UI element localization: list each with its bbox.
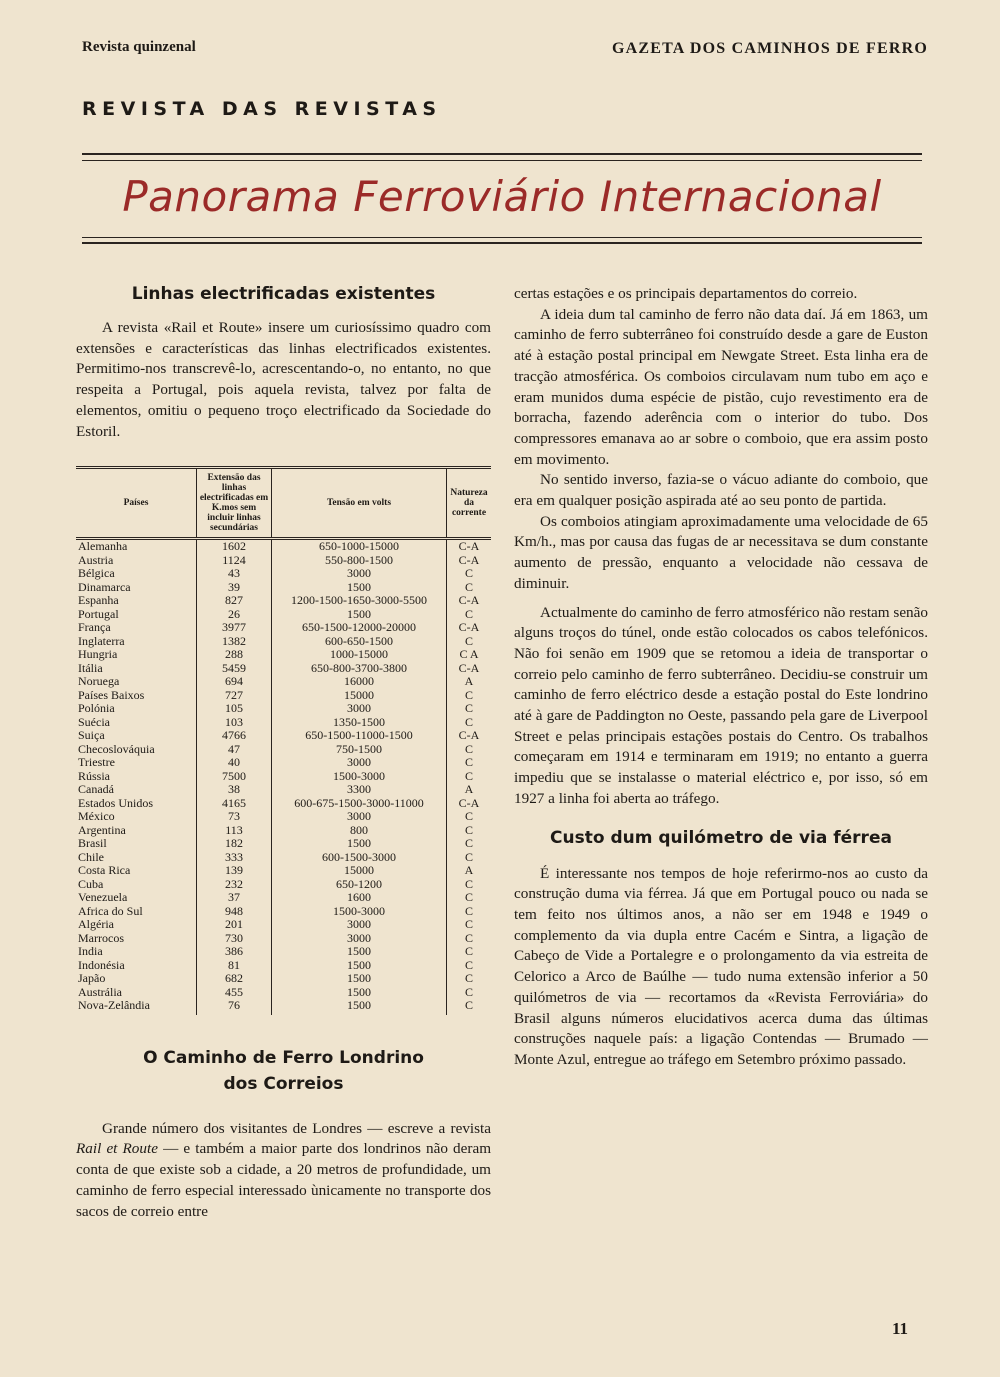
page-title: Panorama Ferroviário Internacional (122, 172, 882, 221)
voltage-cell: 650-1200 (272, 878, 447, 892)
voltage-cell: 3000 (272, 756, 447, 770)
country-cell: Checoslováquia (78, 741, 155, 756)
country-cell: Inglaterra (78, 633, 125, 648)
nature-cell: C (447, 986, 492, 1000)
nature-cell: C (447, 581, 492, 595)
country-cell: Brasil (78, 836, 107, 851)
table-row (76, 851, 491, 865)
table-row (76, 972, 491, 986)
table-row (76, 756, 491, 770)
title-rule-bottom (82, 242, 922, 244)
nature-cell: A (447, 675, 492, 689)
length-cell: 113 (197, 824, 272, 838)
length-cell: 139 (197, 864, 272, 878)
country-cell: Argentina (78, 822, 126, 837)
voltage-cell: 650-1000-15000 (272, 539, 447, 554)
right-paragraph-2: A ideia dum tal caminho de ferro não data daí. Já em 1863, um caminho de ferro subterrâneo foi construído desde a gare de Euston até à estação postal principal em Newgate Street. Esta linha era de tracção atmosférica. Os comboios circulavam num tubo em aço e eram munidos duma espécie de pistão, cujo revestimento era de borracha, fazendo aderência com o interior do tubo. Dos compressores emanava ao ar sobre o comboio, que era assim posto em movimento. (514, 305, 928, 468)
country-cell: Suécia (78, 714, 110, 729)
country-cell: Chile (78, 849, 104, 864)
length-cell: 7500 (197, 770, 272, 784)
paragraph-spacer (514, 595, 928, 603)
heading-line-2: dos Correios (223, 1073, 344, 1094)
london-paragraph (76, 1119, 491, 1223)
voltage-cell: 3000 (272, 810, 447, 824)
table-row (76, 662, 491, 676)
nature-cell: C (447, 918, 492, 932)
electrified-lines-table (76, 466, 491, 1015)
length-cell: 47 (197, 743, 272, 757)
table-row (76, 675, 491, 689)
table-row (76, 810, 491, 824)
length-cell: 5459 (197, 662, 272, 676)
length-cell: 182 (197, 837, 272, 851)
country-cell: Japão (78, 971, 106, 986)
voltage-cell: 1600 (272, 891, 447, 905)
table-row (76, 824, 491, 838)
magazine-name-italic: Rail et Route (76, 1140, 158, 1158)
right-paragraph-4: Os comboios atingiam aproximadamente uma velocidade de 65 Km/h., mas por causa das fugas de ar necessitava se dum constante aumento de pressão, enquanto a velocidade não cessava de diminuir. (514, 512, 928, 592)
table-row (76, 635, 491, 649)
length-cell: 1124 (197, 554, 272, 568)
table-row (76, 716, 491, 730)
voltage-cell: 600-1500-3000 (272, 851, 447, 865)
table-row (76, 918, 491, 932)
nature-cell: C (447, 959, 492, 973)
voltage-cell: 16000 (272, 675, 447, 689)
country-cell: Dinamarca (78, 579, 131, 594)
voltage-cell: 3000 (272, 702, 447, 716)
table-row (76, 999, 491, 1015)
length-cell: 40 (197, 756, 272, 770)
voltage-cell: 1500-3000 (272, 905, 447, 919)
nature-cell: C (447, 810, 492, 824)
length-cell: 81 (197, 959, 272, 973)
nature-cell: C (447, 824, 492, 838)
table-row (76, 878, 491, 892)
length-cell: 730 (197, 932, 272, 946)
page-number: 11 (891, 1319, 908, 1338)
nature-cell: C (447, 878, 492, 892)
country-cell: Suiça (78, 728, 105, 743)
table-row (76, 783, 491, 797)
table-row (76, 959, 491, 973)
voltage-cell: 1500 (272, 986, 447, 1000)
country-cell: Marrocos (78, 930, 124, 945)
length-cell: 1382 (197, 635, 272, 649)
nature-cell: C (447, 972, 492, 986)
length-cell: 948 (197, 905, 272, 919)
right-paragraph-1: certas estações e os principais departamentos do correio. (514, 285, 858, 302)
nature-cell: C (447, 702, 492, 716)
voltage-cell: 1350-1500 (272, 716, 447, 730)
title-rule-bottom-thin (82, 237, 922, 238)
nature-cell: A (447, 864, 492, 878)
length-cell: 455 (197, 986, 272, 1000)
voltage-cell: 650-1500-11000-1500 (272, 729, 447, 743)
voltage-cell: 1500-3000 (272, 770, 447, 784)
country-cell: Costa Rica (78, 863, 131, 878)
country-cell: India (78, 944, 103, 959)
length-cell: 1602 (197, 539, 272, 554)
left-column (76, 282, 491, 1222)
country-cell: Cuba (78, 876, 104, 891)
col-header-voltage: Tensão em volts (272, 468, 447, 539)
nature-cell: C (447, 716, 492, 730)
table-row (76, 621, 491, 635)
col-header-country: Países (76, 468, 197, 539)
voltage-cell: 650-800-3700-3800 (272, 662, 447, 676)
length-cell: 288 (197, 648, 272, 662)
voltage-cell: 3000 (272, 567, 447, 581)
intro-paragraph: A revista «Rail et Route» insere um curiosíssimo quadro com extensões e características das linhas electrificados existentes. Permitimo-nos transcrevê-lo, acrescentando-o, no entanto, no que respeita a Portugal, pois aquela revista, talvez por falta de elementos, omitiu o pequeno troço electrificado da Sociedade do Estoril. (76, 319, 491, 440)
table-header-row (76, 468, 491, 539)
country-cell: Hungria (78, 647, 118, 662)
nature-cell: C (447, 905, 492, 919)
length-cell: 727 (197, 689, 272, 703)
nature-cell: C-A (447, 621, 492, 635)
nature-cell: C-A (447, 729, 492, 743)
voltage-cell: 1500 (272, 581, 447, 595)
nature-cell: C (447, 891, 492, 905)
heading-line-1: O Caminho de Ferro Londrino (143, 1047, 424, 1068)
country-cell: França (78, 620, 111, 635)
voltage-cell: 650-1500-12000-20000 (272, 621, 447, 635)
table-row (76, 891, 491, 905)
voltage-cell: 3300 (272, 783, 447, 797)
table-row (76, 729, 491, 743)
length-cell: 105 (197, 702, 272, 716)
table-row (76, 594, 491, 608)
nature-cell: C (447, 608, 492, 622)
header-right: GAZETA DOS CAMINHOS DE FERRO (611, 40, 928, 57)
country-cell: Rússia (78, 768, 111, 783)
country-cell: Noruega (78, 674, 120, 689)
voltage-cell: 1500 (272, 972, 447, 986)
country-cell: Algéria (78, 917, 114, 932)
length-cell: 73 (197, 810, 272, 824)
nature-cell: C (447, 689, 492, 703)
country-cell: Estados Unidos (78, 795, 153, 810)
section-heading-track-cost: Custo dum quilómetro de via férrea (550, 827, 892, 848)
nature-cell: C (447, 770, 492, 784)
country-cell: Austria (78, 552, 114, 567)
country-cell: Polónia (78, 701, 115, 716)
table-row (76, 743, 491, 757)
nature-cell: C-A (447, 662, 492, 676)
nature-cell: C A (447, 648, 492, 662)
country-cell: Indonésia (78, 957, 125, 972)
table-row (76, 608, 491, 622)
nature-cell: C (447, 635, 492, 649)
nature-cell: C (447, 837, 492, 851)
country-cell: Canadá (78, 782, 114, 797)
table-row (76, 567, 491, 581)
right-column (514, 284, 928, 1071)
col-header-length: Extensão das linhas electrificadas em K.mos sem incluir linhas secundárias (197, 468, 272, 539)
country-cell: Triestre (78, 755, 115, 770)
country-cell: Alemanha (78, 539, 128, 554)
length-cell: 694 (197, 675, 272, 689)
nature-cell: C-A (447, 594, 492, 608)
voltage-cell: 15000 (272, 864, 447, 878)
table-row (76, 945, 491, 959)
london-paragraph-text-b: — e também a maior parte dos londrinos não deram conta de que existe sob a cidade, a 20 metros de profundidade, um caminho de ferro especial interessado ùnicamente no transporte dos sacos de correio entre (76, 1140, 492, 1220)
length-cell: 26 (197, 608, 272, 622)
right-paragraph-3: No sentido inverso, fazia-se o vácuo adiante do comboio, que era em qualquer posição aspirada até ao seu ponto de partida. (514, 471, 928, 510)
length-cell: 386 (197, 945, 272, 959)
country-cell: Itália (78, 660, 103, 675)
length-cell: 38 (197, 783, 272, 797)
title-rule-top (82, 153, 922, 155)
nature-cell: C (447, 756, 492, 770)
section-heading-london-post-railway (76, 1045, 491, 1097)
nature-cell: C-A (447, 554, 492, 568)
voltage-cell: 600-650-1500 (272, 635, 447, 649)
nature-cell: C-A (447, 539, 492, 554)
nature-cell: C (447, 567, 492, 581)
voltage-cell: 550-800-1500 (272, 554, 447, 568)
length-cell: 3977 (197, 621, 272, 635)
table-row (76, 932, 491, 946)
length-cell: 4766 (197, 729, 272, 743)
country-cell: Espanha (78, 593, 119, 608)
length-cell: 201 (197, 918, 272, 932)
length-cell: 4165 (197, 797, 272, 811)
table-body (76, 539, 491, 1015)
voltage-cell: 3000 (272, 932, 447, 946)
country-cell: Portugal (78, 606, 119, 621)
col-header-nature: Natureza da corrente (447, 468, 492, 539)
country-cell: Africa do Sul (78, 903, 143, 918)
table-row (76, 648, 491, 662)
right-paragraph-5: Actualmente do caminho de ferro atmosférico não restam senão alguns troços do túnel, onde estão colocados os cabos telefónicos. Não foi senão em 1909 que se retomou a ideia de transportar o correio pelo caminho de ferro subterrâneo. Decidiu-se construir um caminho de ferro eléctrico desde a estação postal do Este londrino até à gare de Paddington no Oeste, passando pela gare de Liverpool Street e pelas principais estações postais do Centro. Os trabalhos começaram em 1914 e terminaram em 1919; no entanto a guerra impediu que se instalasse o material eléctrico e, por isso, só em 1927 a linha foi aberta ao tráfego. (514, 603, 928, 807)
country-cell: México (78, 809, 115, 824)
table-row (76, 864, 491, 878)
header-left: Revista quinzenal (82, 39, 196, 55)
voltage-cell: 3000 (272, 918, 447, 932)
table-row (76, 837, 491, 851)
country-cell: Países Baixos (78, 687, 145, 702)
length-cell: 232 (197, 878, 272, 892)
length-cell: 39 (197, 581, 272, 595)
nature-cell: C (447, 945, 492, 959)
table-row (76, 797, 491, 811)
section-heading-electrified-lines: Linhas electrificadas existentes (131, 284, 436, 304)
length-cell: 43 (197, 567, 272, 581)
country-cell: Austrália (78, 984, 122, 999)
country-cell: Nova-Zelândia (78, 998, 150, 1013)
voltage-cell: 750-1500 (272, 743, 447, 757)
nature-cell: C (447, 999, 492, 1015)
nature-cell: C (447, 743, 492, 757)
length-cell: 333 (197, 851, 272, 865)
voltage-cell: 1500 (272, 945, 447, 959)
voltage-cell: 1500 (272, 959, 447, 973)
voltage-cell: 1500 (272, 837, 447, 851)
nature-cell: C (447, 932, 492, 946)
country-cell: Bélgica (78, 566, 115, 581)
length-cell: 827 (197, 594, 272, 608)
table-row (76, 581, 491, 595)
length-cell: 76 (197, 999, 272, 1015)
table-row (76, 554, 491, 568)
table-row (76, 689, 491, 703)
table-row (76, 905, 491, 919)
voltage-cell: 800 (272, 824, 447, 838)
right-paragraph-6: É interessante nos tempos de hoje referirmo-nos ao custo da construção duma via férrea. Já que em Portugal pouco ou nada se tem feito nos últimos anos, a não ser em 1948 e 1949 o complemento da via dupla entre Cacém e Sintra, a ligação de Cabeço de Vide a Portalegre e o prolongamento da via estreita de Celorico a Arco de Baúlhe — tudo numa extensão inferior a 50 quilómetros de via — recortamos da «Revista Ferroviária» do Brasil alguns números elucidativos acerca duma das últimas construções naquele país: a ligação Contendas — Brumado — Monte Azul, entregue ao tráfego em Setembro próximo passado. (514, 864, 928, 1068)
voltage-cell: 1500 (272, 608, 447, 622)
nature-cell: A (447, 783, 492, 797)
london-paragraph-text-a: Grande número dos visitantes de Londres — escreve a revista (102, 1119, 491, 1137)
table-row (76, 702, 491, 716)
voltage-cell: 1500 (272, 999, 447, 1015)
title-rule-top-thin (82, 160, 922, 161)
voltage-cell: 1200-1500-1650-3000-5500 (272, 594, 447, 608)
nature-cell: C-A (447, 797, 492, 811)
voltage-cell: 1000-15000 (272, 648, 447, 662)
voltage-cell: 15000 (272, 689, 447, 703)
length-cell: 103 (197, 716, 272, 730)
length-cell: 37 (197, 891, 272, 905)
voltage-cell: 600-675-1500-3000-11000 (272, 797, 447, 811)
length-cell: 682 (197, 972, 272, 986)
table-row (76, 986, 491, 1000)
table-row (76, 539, 491, 554)
section-tag: REVISTA DAS REVISTAS (82, 98, 442, 120)
table-row (76, 770, 491, 784)
nature-cell: C (447, 851, 492, 865)
country-cell: Venezuela (78, 890, 128, 905)
